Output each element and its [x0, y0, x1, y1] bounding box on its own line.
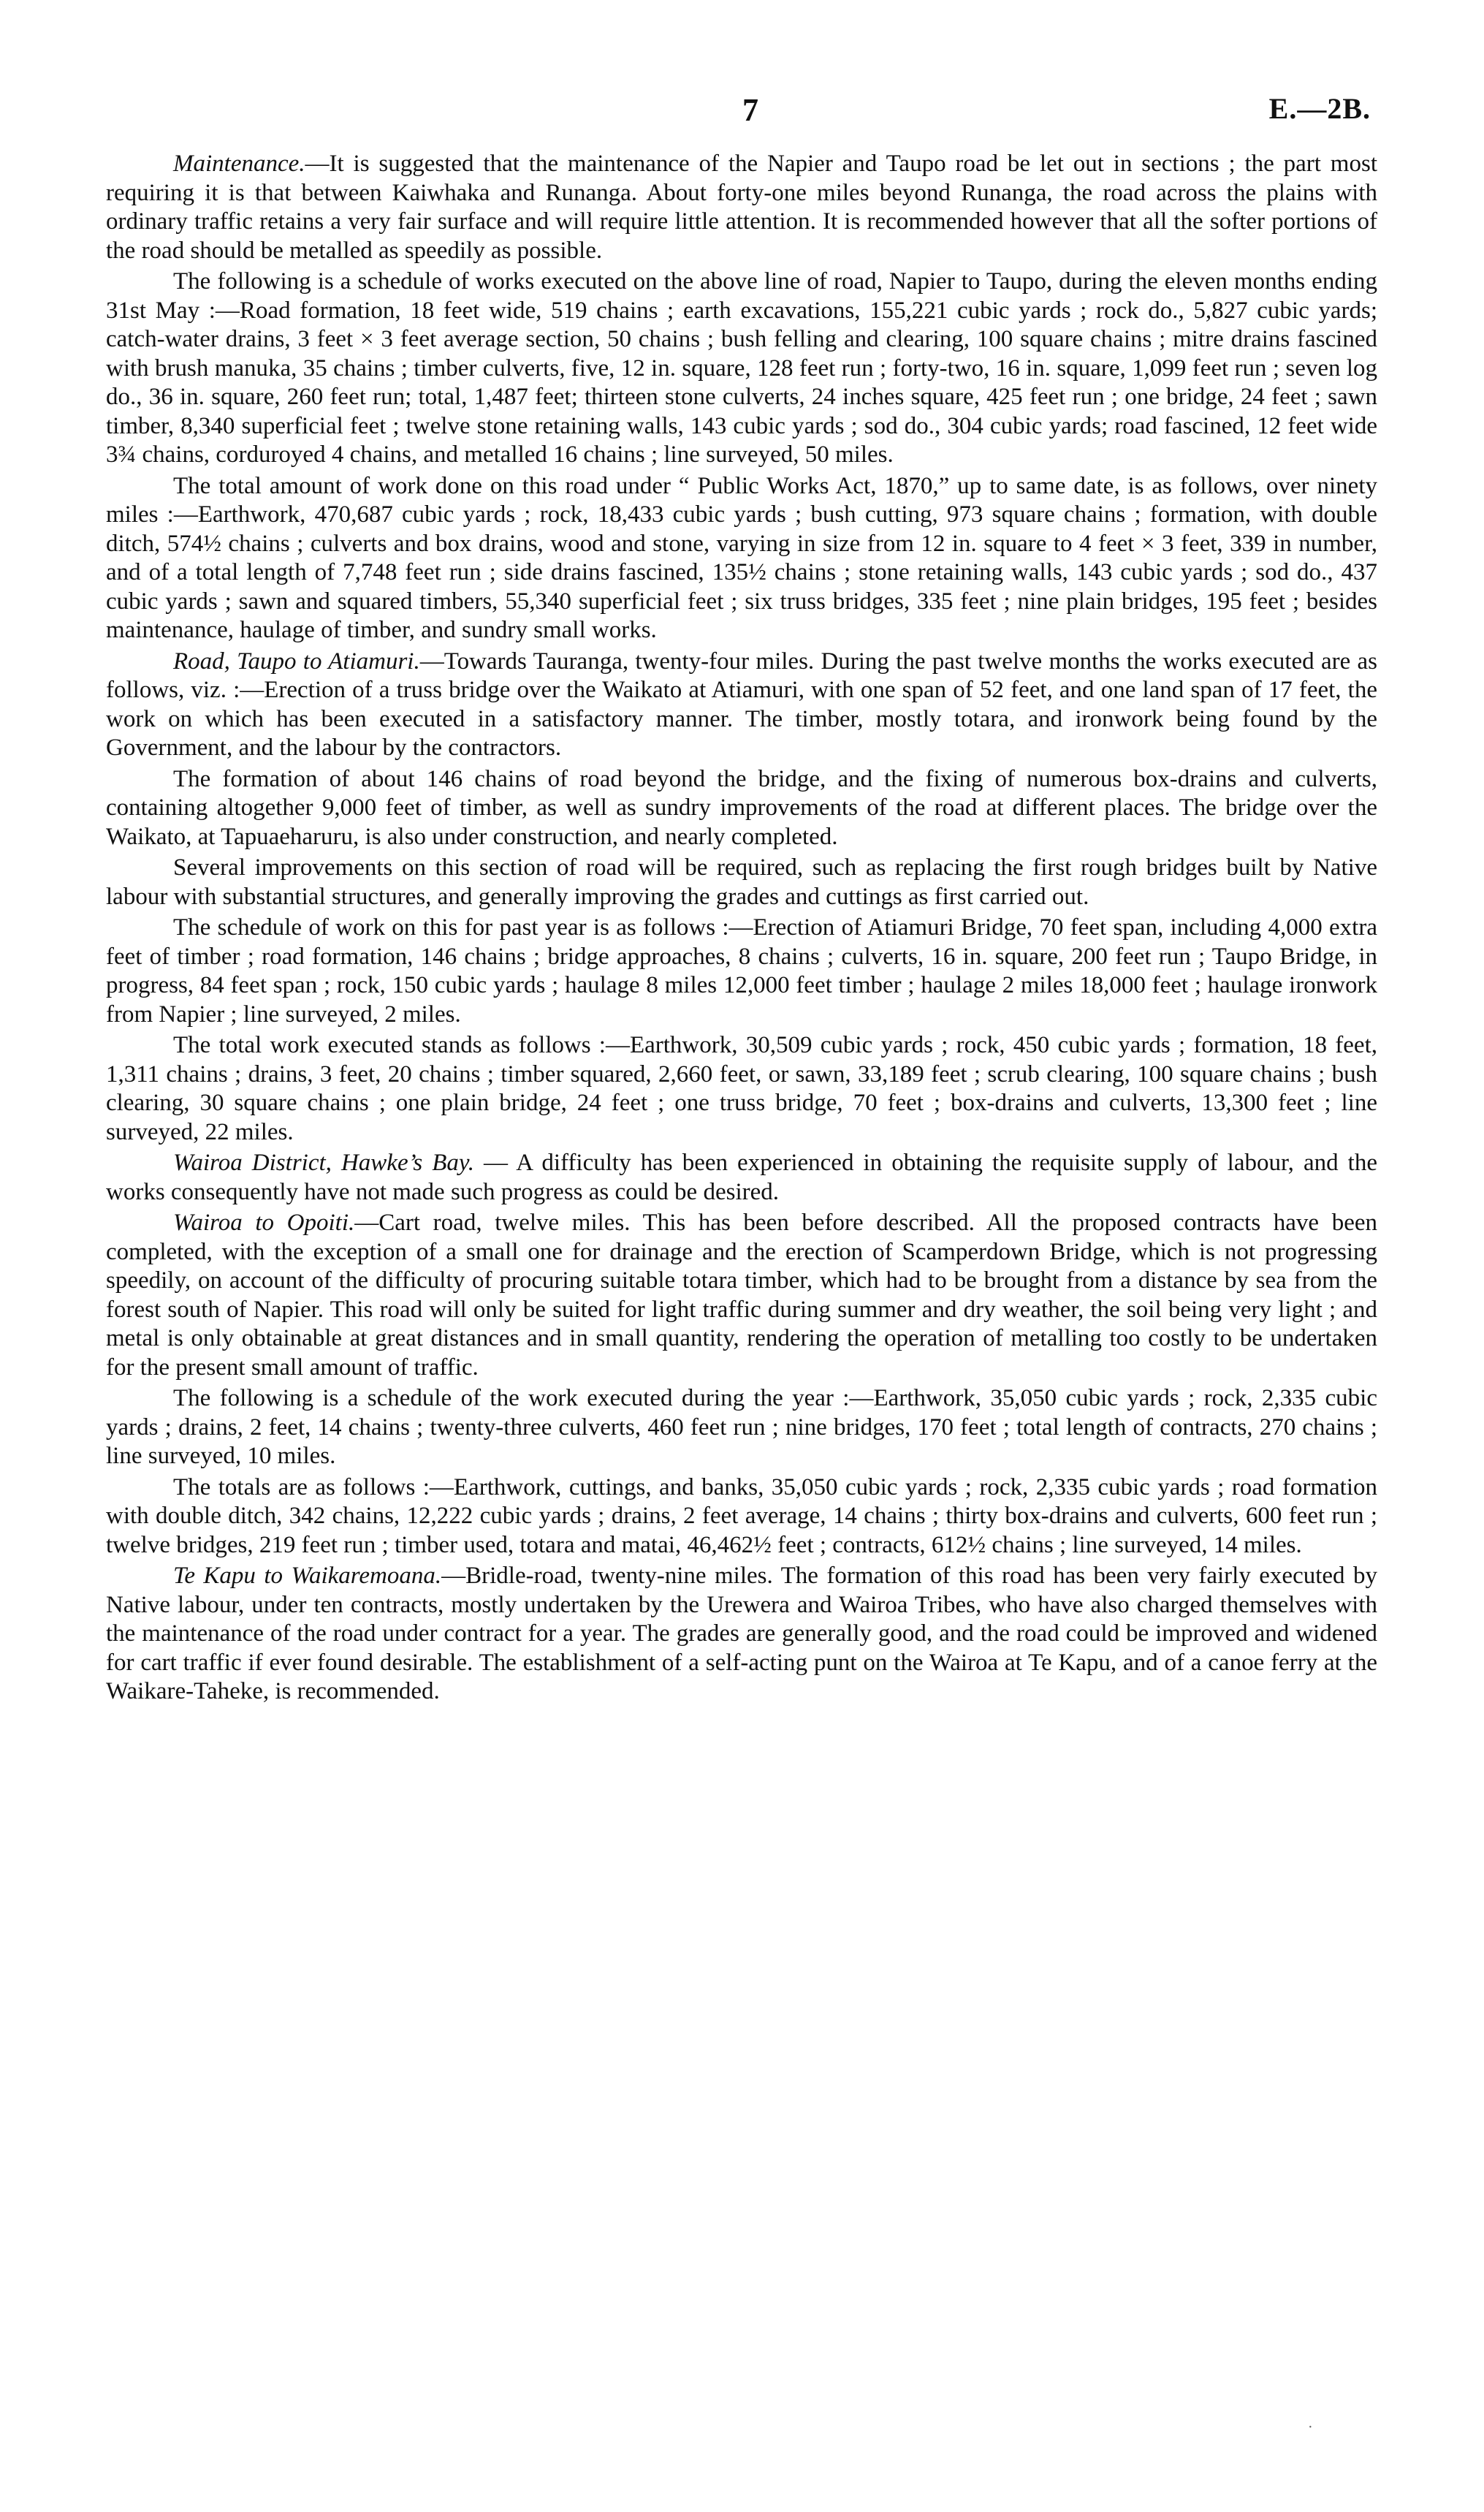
paragraph-opoiti-schedule: [106, 1384, 1377, 1471]
paragraph-text: —Cart road, twelve miles. This has been before described. All the proposed contracts have been completed, with the exception of a small one for drainage and the erection of Scamperdown Bridge, which is not progressing speedily, on account of the difficulty of procuring suitable totara timber, which had to be brought from a distance by sea from the forest south of Napier. This road will only be suited for light traffic during summer and dry weather, the soil being very light ; and metal is only obtainable at great distances and in small quantity, rendering the operation of metalling too costly to be undertaken for the present small amount of traffic.: [106, 1210, 1377, 1381]
paragraph-text: The following is a schedule of the work executed during the year :—Earthwork, 35,050 cubic yards ; rock, 2,335 cubic yards ; drains, 2 feet, 14 chains ; twenty-three culverts, 460 feet run ; nine bridges, 170 feet ; total length of contracts, 270 chains ; line surveyed, 10 miles.: [106, 1385, 1377, 1469]
paragraph-atiamuri-totals: [106, 1031, 1377, 1147]
page-number: 7: [742, 92, 758, 128]
paragraph-heading: Wairoa District, Hawke’s Bay.: [173, 1150, 474, 1176]
paragraph-text: —It is suggested that the maintenance of the Napier and Taupo road be let out in sections ; the part most requiring it is that between Kaiwhaka and Runanga. About forty-one miles beyond Runanga, the road across the plains with ordinary traffic retains a very fair surface and will require little attention. It is recommended however that all the softer portions of the road should be metalled as speedily as possible.: [106, 151, 1377, 264]
paragraph-text: — A difficulty has been experienced in obtaining the requisite supply of labour, and the works consequently have not made such progress as could be desired.: [106, 1150, 1377, 1205]
paragraph-text: —Bridle-road, twenty-nine miles. The formation of this road has been very fairly executed by Native labour, under ten contracts, mostly undertaken by the Urewera and Wairoa Tribes, who have also charged themselves with the maintenance of the road under contract for a year. The grades are generally good, and the road could be improved and widened for cart traffic if ever found desirable. The establishment of a self-acting punt on the Wairoa at Te Kapu, and of a canoe ferry at the Waikare-Taheke, is recommended.: [106, 1563, 1377, 1704]
paragraph-te-kapu-waikaremoana: [106, 1562, 1377, 1707]
paragraph-text: The total work executed stands as follows :—Earthwork, 30,509 cubic yards ; rock, 450 cubic yards ; formation, 18 feet, 1,311 chains ; drains, 3 feet, 20 chains ; timber squared, 2,660 feet, or sawn, 33,189 feet ; scrub clearing, 100 square chains ; bush clearing, 30 square chains ; one plain bridge, 24 feet ; one truss bridge, 70 feet ; box-drains and culverts, 13,300 feet ; line surveyed, 22 miles.: [106, 1032, 1377, 1145]
paragraph-heading: Wairoa to Opoiti.: [173, 1210, 355, 1236]
paragraph-text: Several improvements on this section of road will be required, such as replacing the first rough bridges built by Native labour with substantial structures, and generally improving the grades and cuttings as first carried out.: [106, 854, 1377, 910]
paragraph-wairoa-opoiti: [106, 1209, 1377, 1382]
paragraph-text: The following is a schedule of works executed on the above line of road, Napier to Taupo, during the eleven months ending 31st May :—Road formation, 18 feet wide, 519 chains ; earth excavations, 155,221 cubic yards ; rock do., 5,827 cubic yards; catch-water drains, 3 feet × 3 feet average section, 50 chains ; bush felling and clearing, 100 square chains ; mitre drains fascined with brush manuka, 35 chains ; timber culverts, five, 12 in. square, 128 feet run ; forty-two, 16 in. square, 1,099 feet run ; seven log do., 36 in. square, 260 feet run; total, 1,487 feet; thirteen stone culverts, 24 inches square, 425 feet run ; one bridge, 24 feet ; sawn timber, 8,340 superficial feet ; twelve stone retaining walls, 143 cubic yards ; sod do., 304 cubic yards; road fascined, 12 feet wide 3¾ chains, corduroyed 4 chains, and metalled 16 chains ; line surveyed, 50 miles.: [106, 268, 1377, 468]
report-code: E.—2B.: [1268, 92, 1371, 125]
paragraph-atiamuri-schedule: [106, 914, 1377, 1029]
paragraph-text: The schedule of work on this for past year is as follows :—Erection of Atiamuri Bridge, 70 feet span, including 4,000 extra feet of timber ; road formation, 146 chains ; bridge approaches, 8 chains ; culverts, 16 in. square, 200 feet run ; Taupo Bridge, in progress, 84 feet span ; rock, 150 cubic yards ; haulage 8 miles 12,000 feet timber ; haulage 2 miles 18,000 feet ; haulage ironwork from Napier ; line surveyed, 2 miles.: [106, 914, 1377, 1028]
paragraph-opoiti-totals: [106, 1473, 1377, 1560]
body-text: [106, 150, 1377, 1709]
paragraph-text: —Towards Tauranga, twenty-four miles. During the past twelve months the works executed are as follows, viz. :—Erection of a truss bridge over the Waikato at Atiamuri, with one span of 52 feet, and one land span of 17 feet, the work on which has been executed in a satisfactory manner. The timber, mostly totara, and ironwork being found by the Government, and the labour by the contractors.: [106, 648, 1378, 761]
paragraph-taupo-atiamuri: [106, 648, 1377, 763]
paragraph-napier-taupo-totals: [106, 472, 1377, 645]
paragraph-text: The totals are as follows :—Earthwork, cuttings, and banks, 35,050 cubic yards ; rock, 2,335 cubic yards ; road formation with double ditch, 342 chains, 12,222 cubic yards ; drains, 2 feet average, 14 chains ; thirty box-drains and culverts, 600 feet run ; twelve bridges, 219 feet run ; timber used, totara and matai, 46,462½ feet ; contracts, 612½ chains ; line surveyed, 14 miles.: [106, 1473, 1377, 1558]
page-header: [0, 91, 1484, 135]
paragraph-wairoa-district: [106, 1149, 1377, 1207]
paragraph-napier-taupo-schedule: [106, 267, 1377, 470]
paragraph-text: The formation of about 146 chains of road beyond the bridge, and the fixing of numerous box-drains and culverts, containing altogether 9,000 feet of timber, as well as sundry improvements of the road at different places. The bridge over the Waikato, at Tapuaeharuru, is also under construction, and nearly completed.: [106, 765, 1377, 850]
paragraph-heading: Road, Taupo to Atiamuri.: [173, 648, 420, 675]
paragraph-road-formation: [106, 765, 1377, 852]
stray-print-mark: ·: [1308, 2419, 1313, 2435]
paragraph-text: The total amount of work done on this road under “ Public Works Act, 1870,” up to same date, is as follows, over ninety miles :—Earthwork, 470,687 cubic yards ; rock, 18,433 cubic yards ; bush cutting, 973 square chains ; formation, with double ditch, 574½ chains ; culverts and box drains, wood and stone, varying in size from 12 in. square to 4 feet × 3 feet, 339 in number, and of a total length of 7,748 feet run ; side drains fascined, 135½ chains ; stone retaining walls, 143 cubic yards ; sod do., 437 cubic yards ; sawn and squared timbers, 55,340 superficial feet ; six truss bridges, 335 feet ; nine plain bridges, 195 feet ; besides maintenance, haulage of timber, and sundry small works.: [106, 472, 1377, 643]
paragraph-maintenance: [106, 150, 1377, 265]
paragraph-heading: Maintenance.: [173, 151, 305, 177]
paragraph-heading: Te Kapu to Waikaremoana.: [173, 1563, 442, 1589]
paragraph-improvements: [106, 854, 1377, 911]
